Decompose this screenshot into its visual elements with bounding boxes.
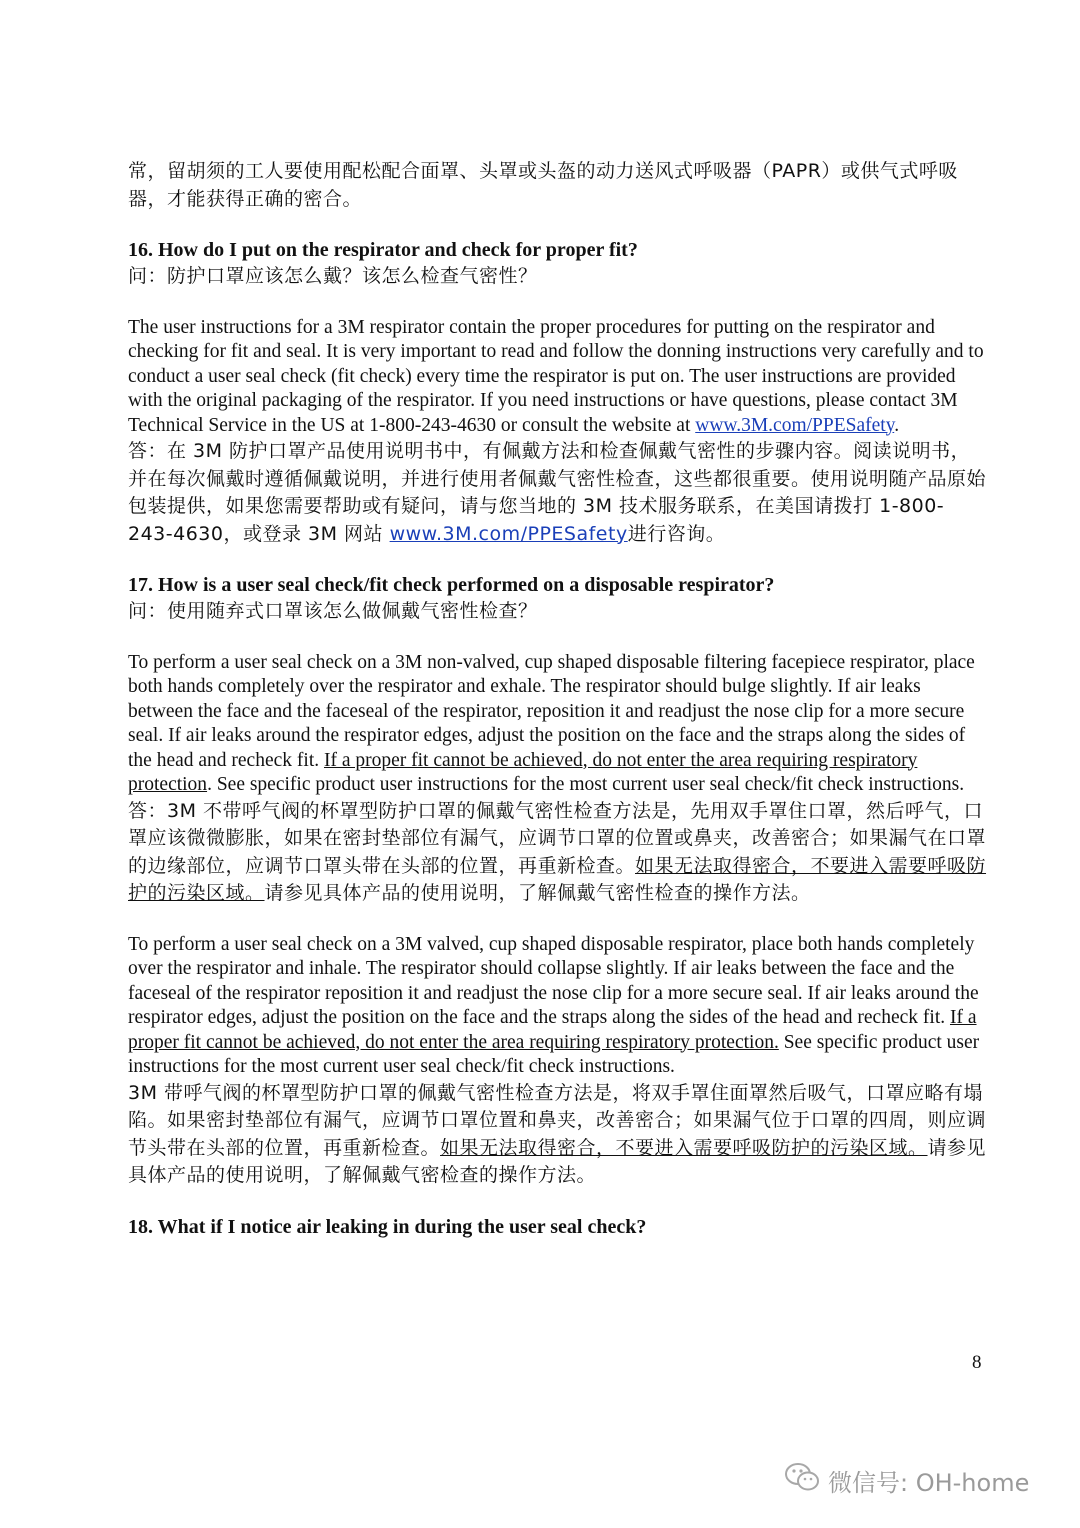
answer-17-p1-zh-warning: 如果无法取得密合，不要进入需要呼吸防护的污染区域。 [128, 854, 987, 904]
answer-16-en [128, 316, 988, 439]
answer-17-p2-zh-text: 3M 带呼气阀的杯罩型防护口罩的佩戴气密性检查方法是，将双手罩住面罩然后吸气，口罩应略有塌陷。如果密封垫部位有漏气，应调节口罩位置和鼻夹，改善密合；如果漏气位于口罩的四周，则应调节头带在头部的位置，再重新检查。 [128, 1081, 987, 1159]
answer-17-p1-zh [128, 798, 988, 908]
page-number: 8 [972, 1352, 982, 1373]
question-16-title-en: 16. How do I put on the respirator and check for proper fit? [128, 239, 638, 261]
question-18 [128, 1215, 988, 1240]
answer-16-zh-end: 进行咨询。 [627, 522, 726, 545]
question-16-title-zh: 问：防护口罩应该怎么戴？该怎么检查气密性？ [128, 265, 538, 287]
question-18-title-en: 18. What if I notice air leaking in during the user seal check? [128, 1215, 647, 1238]
question-17-title-zh: 问：使用随弃式口罩该怎么做佩戴气密性检查？ [128, 600, 538, 622]
answer-16-zh [128, 438, 988, 548]
document-page [128, 158, 988, 1240]
watermark-text: 微信号: OH-home [828, 1468, 1030, 1497]
answer-17-p2-en-warning: If a proper fit cannot be achieved, do not enter the area requiring respiratory protection. [128, 1007, 977, 1053]
answer-17-p1-zh-end: 请参见具体产品的使用说明，了解佩戴气密性检查的操作方法。 [264, 882, 811, 904]
answer-17-p1-en-end: . See specific product user instructions for the most current user seal check/fit check instructions. [207, 774, 965, 795]
answer-17-p1-en-text: To perform a user seal check on a 3M non-valved, cup shaped disposable filtering facepiece respirator, place both hands completely over the respirator and exhale. The respirator should bulge slightly. If air leaks between the face and the faceseal of the respirator, reposition it and readjust the nose clip for a more secure seal. If air leaks around the respirator edges, adjust the position on the face and the straps along the sides of the head and recheck fit. [128, 651, 975, 771]
answer-17-p2-en [128, 933, 988, 1080]
answer-17-p1-en-warning: If a proper fit cannot be achieved, do not enter the area requiring respiratory protection [128, 749, 918, 795]
answer-17-p2-zh [128, 1080, 988, 1190]
answer-16-en-text: The user instructions for a 3M respirator contain the proper procedures for putting on the respirator and checking for fit and seal. It is very important to read and follow the donning instructions very carefully and to conduct a user seal check (fit check) every time the respirator is put on. The user instructions are provided with the original packaging of the respirator. If you need instructions or have questions, please contact 3M Technical Service in the US at 1-800-243-4630 or consult the website at [128, 316, 984, 436]
wechat-icon [784, 1462, 828, 1498]
answer-16-zh-text: 答：在 3M 防护口罩产品使用说明书中，有佩戴方法和检查佩戴气密性的步骤内容。阅读说明书，并在每次佩戴时遵循佩戴说明，并进行使用者佩戴气密性检查，这些都很重要。使用说明随产品原始包装提供，如果您需要帮助或有疑问，请与您当地的 3M 技术服务联系，在美国请拨打 1-800-243-4630，或登录 3M 网站 [128, 440, 987, 545]
question-17 [128, 573, 988, 1190]
intro-paragraph: 常，留胡须的工人要使用配松配合面罩、头罩或头盔的动力送风式呼吸器（PAPR）或供气式呼吸器，才能获得正确的密合。 [128, 160, 958, 210]
answer-17-p2-zh-warning: 如果无法取得密合，不要进入需要呼吸防护的污染区域。 [440, 1136, 928, 1159]
question-16 [128, 238, 988, 548]
question-17-title-en: 17. How is a user seal check/fit check performed on a disposable respirator? [128, 574, 775, 596]
ppe-safety-link-en[interactable]: www.3M.com/PPESafety [695, 414, 895, 436]
ppe-safety-link-zh[interactable]: www.3M.com/PPESafety [389, 522, 628, 545]
answer-17-p2-zh-end: 请参见具体产品的使用说明，了解佩戴气密检查的操作方法。 [128, 1136, 987, 1186]
answer-17-p2-en-end: See specific product user instructions for the most current user seal check/fit check instructions. [128, 1031, 980, 1077]
watermark [784, 1462, 1029, 1498]
answer-17-p2-en-text: To perform a user seal check on a 3M valved, cup shaped disposable respirator, place both hands completely over the respirator and inhale. The respirator should collapse slightly. If air leaks between the face and the faceseal of the respirator reposition it and readjust the nose clip for a more secure seal. If air leaks around the respirator edges, adjust the position on the face and the straps along the sides of the head and recheck fit. [128, 933, 979, 1028]
answer-16-en-end: . [894, 414, 900, 436]
answer-17-p1-zh-text: 答：3M 不带呼气阀的杯罩型防护口罩的佩戴气密性检查方法是，先用双手罩住口罩，然后呼气，口罩应该微微膨胀，如果在密封垫部位有漏气，应调节口罩的位置或鼻夹，改善密合；如果漏气在口罩的边缘部位，应调节口罩头带在头部的位置，再重新检查。 [128, 799, 987, 877]
answer-17-p1-en [128, 651, 988, 798]
